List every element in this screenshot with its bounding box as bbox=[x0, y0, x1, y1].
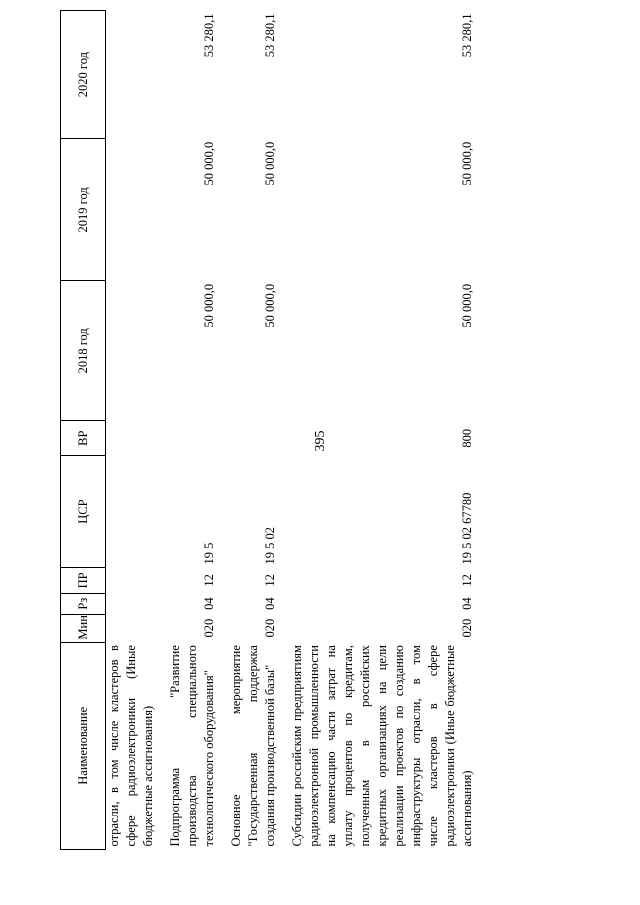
rotated-sheet bbox=[60, 10, 584, 850]
row-2019: 50 000,0 bbox=[460, 141, 474, 186]
row-name: Субсидии российским предприятиям радиоэлектронной промышленности на компенсацию части затрат на уплату процентов по кредитам, полученным в российских кредитных организациях на цели реализации проектов по созданию инфраструктуры отрасли, в том числе кластеров в сфере радиоэлектроники (Иные бюджетные ассигнования) bbox=[290, 645, 474, 847]
header-rz: Рз bbox=[61, 593, 106, 614]
row-2019 bbox=[106, 139, 158, 281]
row-vr: 800 bbox=[460, 428, 474, 448]
row-2018: 50 000,0 bbox=[202, 283, 216, 328]
row-csr: 19 5 02 67780 bbox=[460, 492, 474, 565]
row-min: 020 bbox=[460, 618, 474, 638]
row-name: Основное мероприятие "Государственная поддержка создания производственной базы" bbox=[229, 645, 277, 847]
header-min: Мин bbox=[61, 614, 106, 642]
row-2018: 50 000,0 bbox=[263, 283, 277, 328]
row-rz bbox=[106, 593, 158, 614]
row-pr bbox=[106, 568, 158, 594]
table-row bbox=[218, 11, 279, 850]
row-rz: 04 bbox=[460, 597, 474, 610]
row-2020: 53 280,1 bbox=[202, 13, 216, 58]
table-row bbox=[279, 11, 476, 850]
row-pr: 12 bbox=[263, 574, 277, 587]
header-2020: 2020 год bbox=[61, 11, 106, 139]
budget-table bbox=[60, 10, 476, 850]
header-name: Наименование bbox=[61, 642, 106, 849]
row-2019: 50 000,0 bbox=[202, 141, 216, 186]
row-2019: 50 000,0 bbox=[263, 141, 277, 186]
row-pr: 12 bbox=[460, 574, 474, 587]
row-csr: 19 5 bbox=[202, 542, 216, 565]
row-vr bbox=[106, 421, 158, 456]
row-2020: 53 280,1 bbox=[263, 13, 277, 58]
row-2020: 53 280,1 bbox=[460, 13, 474, 58]
header-row bbox=[61, 11, 106, 850]
row-vr bbox=[218, 421, 279, 456]
row-2018 bbox=[106, 281, 158, 421]
row-csr bbox=[106, 456, 158, 568]
page-number: 395 bbox=[313, 430, 328, 452]
row-2018: 50 000,0 bbox=[460, 283, 474, 328]
row-name: отрасли, в том числе кластеров в сфере радиоэлектроники (Иные бюджетные ассигнования) bbox=[107, 645, 155, 847]
header-pr: ПР bbox=[61, 568, 106, 594]
table-row bbox=[157, 11, 218, 850]
header-vr: ВР bbox=[61, 421, 106, 456]
row-min bbox=[106, 614, 158, 642]
table-row bbox=[106, 11, 158, 850]
header-csr: ЦСР bbox=[61, 456, 106, 568]
row-rz: 04 bbox=[202, 597, 216, 610]
row-pr: 12 bbox=[202, 574, 216, 587]
row-vr bbox=[157, 421, 218, 456]
header-2019: 2019 год bbox=[61, 139, 106, 281]
header-2018: 2018 год bbox=[61, 281, 106, 421]
row-csr: 19 5 02 bbox=[263, 527, 277, 565]
row-2020 bbox=[106, 11, 158, 139]
row-name: Подпрограмма "Развитие производства специального технологического оборудования" bbox=[168, 645, 216, 847]
row-min: 020 bbox=[202, 618, 216, 638]
row-min: 020 bbox=[263, 618, 277, 638]
row-rz: 04 bbox=[263, 597, 277, 610]
